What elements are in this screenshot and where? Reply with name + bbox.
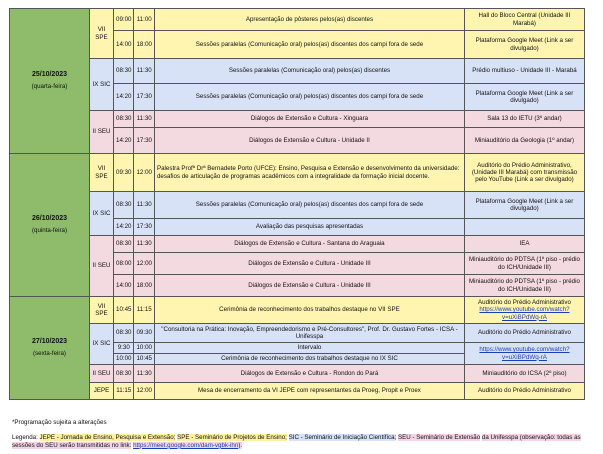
location: [464, 219, 584, 236]
legend: [12, 434, 597, 450]
end-time: 11:30: [134, 236, 154, 253]
table-row: [10, 9, 585, 31]
location-text: Auditório do Prédio Administrativo: [478, 299, 571, 307]
start-time: 08:30: [114, 236, 134, 253]
activity: Sessões paralelas (Comunicação oral) pelos(as) discentes dos campi fora de sede: [154, 31, 464, 59]
activity: Sessões paralelas (Comunicação oral) pelos(as) discentes dos campi fora de sede: [154, 192, 464, 219]
event-cell: IX SIC: [90, 192, 114, 236]
table-row: [10, 154, 585, 192]
event-cell: II SEU: [90, 365, 114, 383]
start-time: 08:30: [114, 365, 134, 383]
day-weekday: (quarta-feira): [31, 83, 68, 91]
day-cell: [10, 9, 90, 154]
table-row: [10, 383, 585, 400]
day-date: 27/10/2023: [31, 338, 68, 346]
event-cell: VII SPE: [90, 154, 114, 192]
end-time: 18:00: [134, 275, 154, 297]
end-time: 18:00: [134, 31, 154, 59]
location: Prédio multiuso - Unidade III - Marabá: [464, 59, 584, 84]
activity: Apresentação de pôsteres pelos(as) discentes: [154, 9, 464, 31]
location: IEA: [464, 236, 584, 253]
legend-spe: SPE - Seminário de Projetos de Ensino;: [177, 434, 287, 441]
activity: "Consultoria na Prática: Inovação, Empreendedorismo e Pré-Consultores", Prof. Dr. Gustavo Fortes - ICSA - Unifesspa: [154, 324, 464, 343]
activity: Cerimônia de reconhecimento dos trabalhos destaque no IX SIC: [154, 354, 464, 365]
activity: Diálogos de Extensão e Cultura - Unidade II: [154, 128, 464, 154]
activity: Diálogos de Extensão e Cultura - Santana do Araguaia: [154, 236, 464, 253]
schedule-table: [9, 8, 585, 400]
table-row: [10, 236, 585, 253]
end-time: 11:30: [134, 192, 154, 219]
end-time: 10:45: [134, 354, 154, 365]
location: Miniauditório do PDTSA (1º piso - prédio do ICH/Unidade III): [464, 253, 584, 275]
location: [464, 343, 584, 365]
end-time: 11:00: [134, 9, 154, 31]
end-time: 09:30: [134, 324, 154, 343]
start-time: 08:30: [114, 59, 134, 84]
legend-seu-close: ).: [238, 441, 243, 449]
activity: Intervalo: [154, 343, 464, 354]
activity: Avaliação das pesquisas apresentadas: [154, 219, 464, 236]
start-time: 10:45: [114, 297, 134, 324]
end-time: 11:15: [134, 297, 154, 324]
table-row: [10, 111, 585, 128]
end-time: 17:30: [134, 128, 154, 154]
day-weekday: (quinta-feira): [31, 227, 68, 235]
event-cell: II SEU: [90, 236, 114, 297]
start-time: 08:30: [114, 192, 134, 219]
day-cell: [10, 297, 90, 400]
location: Auditório do Prédio Administrativo, (Unidade III Marabá) com transmissão pelo YouTube (Link a ser divulgado): [464, 154, 584, 192]
activity: Diálogos de Extensão e Cultura - Xinguara: [154, 111, 464, 128]
activity: Diálogos de Extensão e Cultura - Unidade III: [154, 253, 464, 275]
start-time: 14:20: [114, 84, 134, 111]
event-cell: IX SIC: [90, 324, 114, 365]
location: Hall do Bloco Central (Unidade III Marabá): [464, 9, 584, 31]
activity: Mesa de encerramento da VI JEPE com representantes da Proeg, Propit e Proex: [154, 383, 464, 400]
end-time: 17:30: [134, 219, 154, 236]
table-row: [10, 324, 585, 343]
end-time: 11:30: [134, 59, 154, 84]
day-weekday: (sexta-feira): [32, 350, 66, 358]
table-row: [10, 297, 585, 324]
activity: Sessões paralelas (Comunicação oral) pelos(as) discentes dos campi fora de sede: [154, 84, 464, 111]
activity: Palestra Profª Drª Bernadete Porto (UFCE): Ensino, Pesquisa e Extensão e desenvolvimento da universidade: desafios de articulação de programas acadêmicos com a integralidade da formação inicial docente.: [154, 154, 464, 192]
start-time: 08:30: [114, 111, 134, 128]
end-time: 11:30: [134, 365, 154, 383]
event-cell: VII SPE: [90, 9, 114, 59]
location: Auditório do Prédio Administrativo: [464, 383, 584, 400]
start-time: 09:00: [114, 9, 134, 31]
location: Sala 13 do IETU (3º andar): [464, 111, 584, 128]
location: Plataforma Google Meet (Link a ser divulgado): [464, 31, 584, 59]
end-time: 12:00: [134, 253, 154, 275]
location: Plataforma Google Meet (Link a ser divulgado): [464, 192, 584, 219]
legend-seu: SEU - Seminário de Extensão: [397, 434, 481, 441]
legend-sic: SIC - Seminário de Iniciação Científica;: [288, 434, 397, 441]
day-cell: [10, 154, 90, 297]
event-cell: JEPE: [90, 383, 114, 400]
end-time: 17:30: [134, 84, 154, 111]
table-row: [10, 59, 585, 84]
location: Miniauditório da Geologia (1º andar): [464, 128, 584, 154]
start-time: 14:00: [114, 275, 134, 297]
start-time: 14:00: [114, 31, 134, 59]
end-time: 12:00: [134, 154, 154, 192]
location: [464, 297, 584, 324]
day-date: 25/10/2023: [31, 71, 68, 79]
location: Miniauditório do PDTSA (1º piso - prédio do ICH/Unidade III): [464, 275, 584, 297]
seu-meet-link[interactable]: https://meet.google.com/dam-vgbk-ihn: [133, 441, 239, 449]
location: Plataforma Google Meet (Link a ser divulgado): [464, 84, 584, 111]
start-time: 10:00: [114, 354, 134, 365]
event-cell: VII SPE: [90, 297, 114, 324]
youtube-link[interactable]: https://www.youtube.com/watch?v=uXiBPdWq-rA: [479, 306, 570, 321]
start-time: 08:30: [114, 324, 134, 343]
end-time: 11:30: [134, 111, 154, 128]
table-row: [10, 365, 585, 383]
activity: Sessões paralelas (Comunicação oral) pelos(as) discentes: [154, 59, 464, 84]
legend-prefix: Legenda:: [12, 434, 40, 441]
activity: Diálogos de Extensão e Cultura - Unidade III: [154, 275, 464, 297]
start-time: 11:15: [114, 383, 134, 400]
end-time: 10:00: [134, 343, 154, 354]
start-time: 14:20: [114, 128, 134, 154]
activity: Cerimônia de reconhecimento dos trabalhos destaque no VII SPE: [154, 297, 464, 324]
event-cell: II SEU: [90, 111, 114, 154]
legend-seu-note: da Unifesspa (observação: todas as sessões do SEU serão transmitidas no link:: [12, 434, 581, 449]
day-date: 26/10/2023: [31, 215, 68, 223]
activity: Diálogos de Extensão e Cultura - Rondon do Pará: [154, 365, 464, 383]
end-time: 12:00: [134, 383, 154, 400]
location: Auditório do Prédio Administrativo: [464, 324, 584, 343]
footnote: *Programação sujeita a alterações: [12, 419, 107, 426]
start-time: 08:00: [114, 253, 134, 275]
table-row: [10, 192, 585, 219]
start-time: 09:30: [114, 154, 134, 192]
event-cell: IX SIC: [90, 59, 114, 111]
legend-jepe: JEPE - Jornada de Ensino, Pesquisa e Extensão;: [39, 434, 176, 441]
youtube-link[interactable]: https://www.youtube.com/watch?v=uXiBPdWq-rA: [479, 346, 570, 361]
location: Miniauditório do ICSA (2º piso): [464, 365, 584, 383]
start-time: 9:30: [114, 343, 134, 354]
start-time: 14:20: [114, 219, 134, 236]
